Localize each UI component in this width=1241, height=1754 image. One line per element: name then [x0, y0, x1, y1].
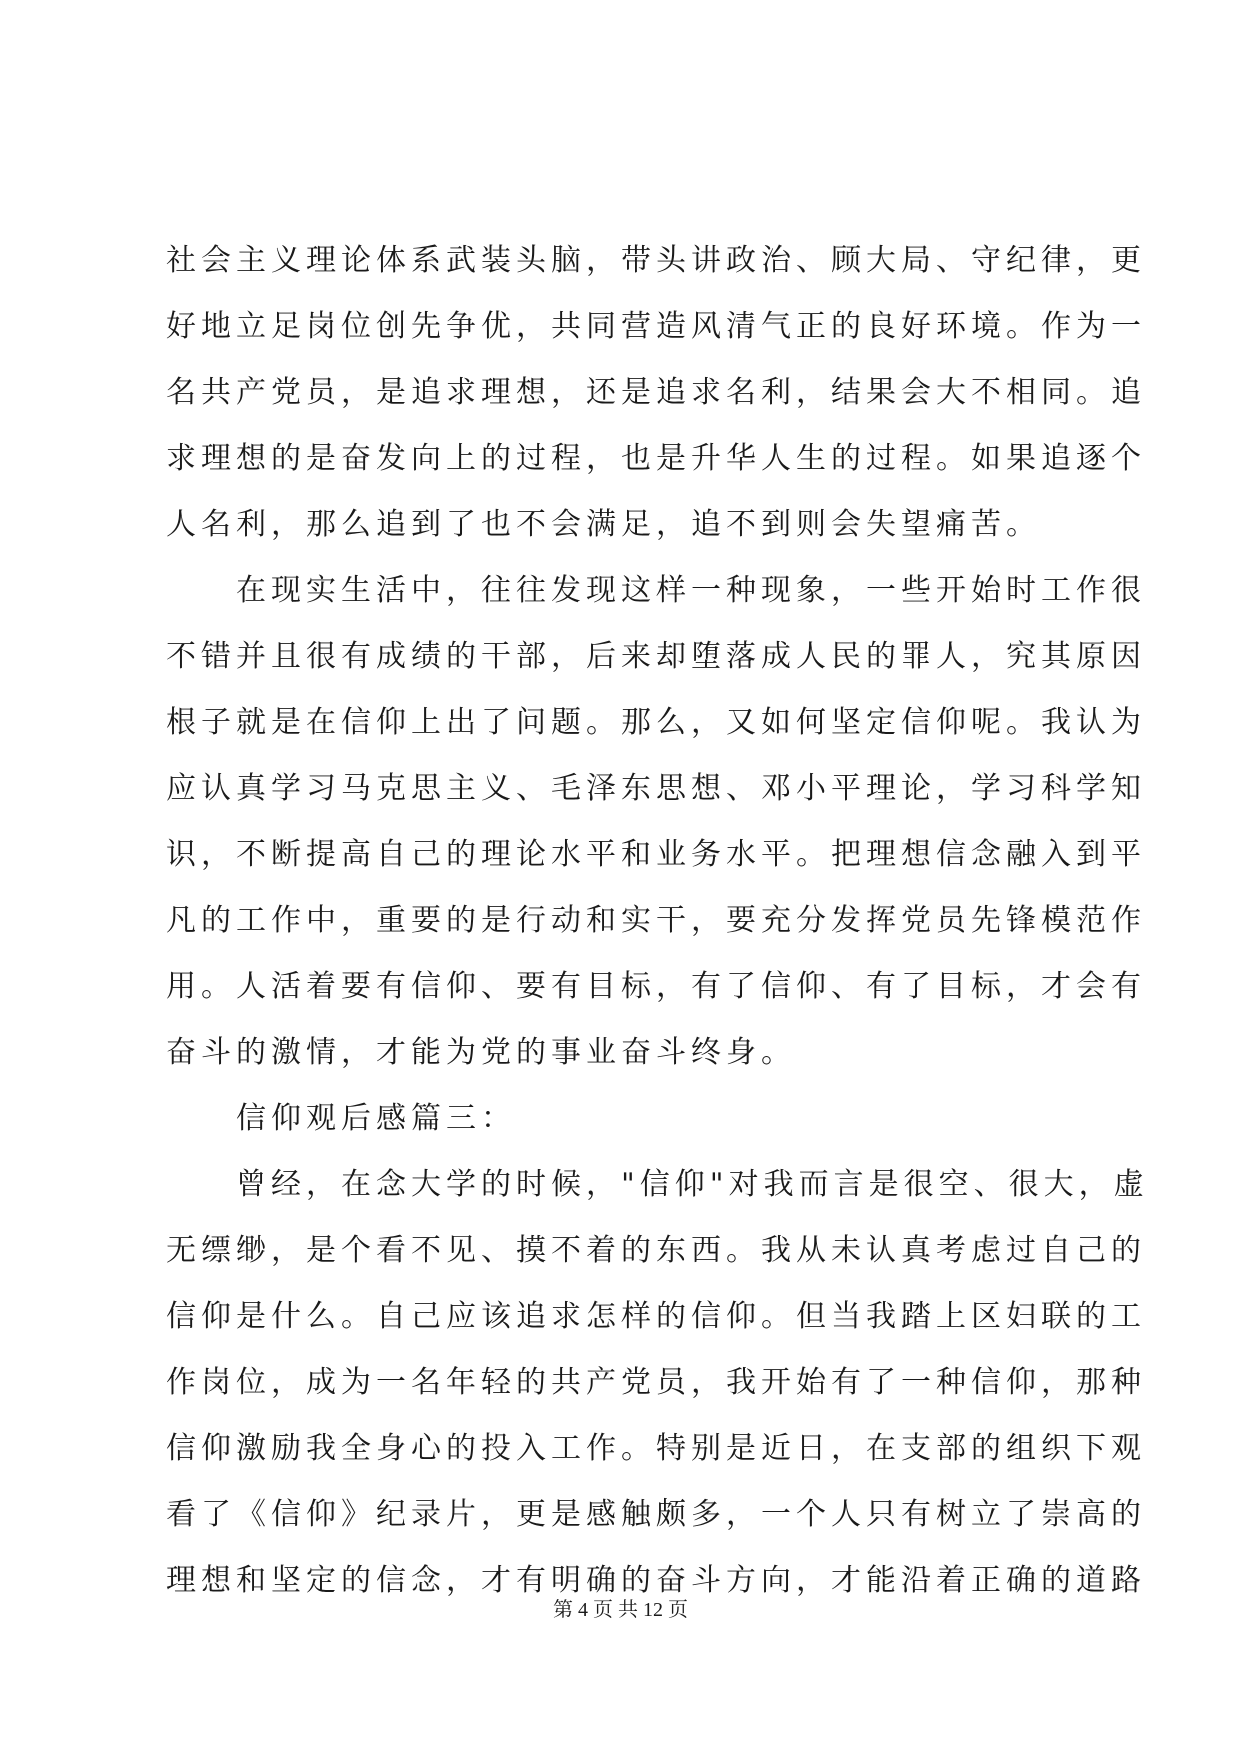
text-line: 凡的工作中，重要的是行动和实干，要充分发挥党员先锋模范作: [166, 903, 1146, 938]
text-line: 根子就是在信仰上出了问题。那么，又如何坚定信仰呢。我认为: [166, 705, 1146, 740]
text-line: 无缥缈，是个看不见、摸不着的东西。我从未认真考虑过自己的: [166, 1233, 1146, 1268]
body-text: [166, 228, 1149, 1614]
text-line: 人名利，那么追到了也不会满足，追不到则会失望痛苦。: [166, 507, 1041, 542]
text-line: 信仰激励我全身心的投入工作。特别是近日，在支部的组织下观: [166, 1431, 1146, 1466]
text-line: 求理想的是奋发向上的过程，也是升华人生的过程。如果追逐个: [166, 441, 1146, 476]
text-line: 应认真学习马克思主义、毛泽东思想、邓小平理论，学习科学知: [166, 771, 1146, 806]
text-line: 信仰是什么。自己应该追求怎样的信仰。但当我踏上区妇联的工: [166, 1299, 1146, 1334]
text-line: 社会主义理论体系武装头脑，带头讲政治、顾大局、守纪律，更: [166, 243, 1146, 278]
text-line: 名共产党员，是追求理想，还是追求名利，结果会大不相同。追: [166, 375, 1146, 410]
text-line: 不错并且很有成绩的干部，后来却堕落成人民的罪人，究其原因: [166, 639, 1146, 674]
page-footer: 第 4 页 共 12 页: [553, 1599, 688, 1621]
text-line: 好地立足岗位创先争优，共同营造风清气正的良好环境。作为一: [166, 309, 1146, 344]
text-line: 看了《信仰》纪录片，更是感触颇多，一个人只有树立了崇高的: [166, 1497, 1146, 1532]
text-line: 理想和坚定的信念，才有明确的奋斗方向，才能沿着正确的道路: [166, 1563, 1146, 1598]
text-line: 用。人活着要有信仰、要有目标，有了信仰、有了目标，才会有: [166, 969, 1146, 1004]
text-line: 曾经，在念大学的时候，"信仰"对我而言是很空、很大，虚: [166, 1167, 1149, 1202]
text-line: 奋斗的激情，才能为党的事业奋斗终身。: [166, 1035, 796, 1070]
text-line: 作岗位，成为一名年轻的共产党员，我开始有了一种信仰，那种: [166, 1365, 1146, 1400]
text-line: 在现实生活中，往往发现这样一种现象，一些开始时工作很: [166, 573, 1146, 608]
text-line: 识，不断提高自己的理论水平和业务水平。把理想信念融入到平: [166, 837, 1146, 872]
section-heading: 信仰观后感篇三：: [166, 1101, 516, 1136]
